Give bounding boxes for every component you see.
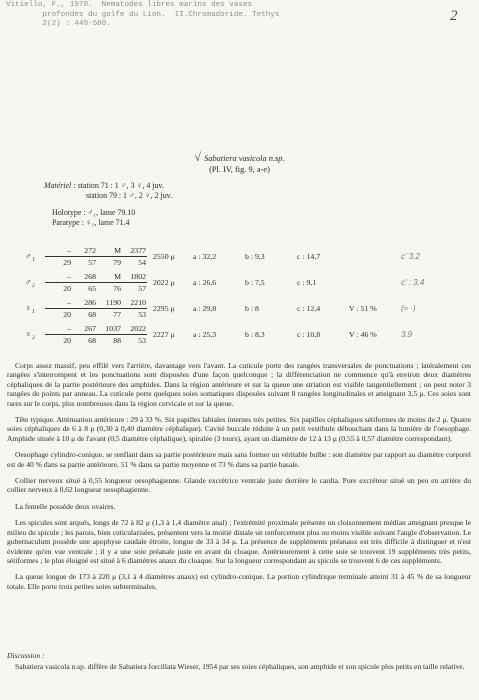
species-name: Sabatiera vasicola n.sp. xyxy=(204,154,285,163)
paragraph-spicules: Les spicules sont arqués, longs de 72 à 82 μ (1,3 à 1,4 diamètre anal) ; l'extrémité proximale présente un cloisonnement médian atteignant presque le milieu du spicule ; les parois, bien cuticularisées, présentent vers la moitié distale un renforcement plus ou moins visible suivant l'angle d'observation. Le gubernaculum possède une apophyse caudale étroite, longue de 33 à 34 μ. La présence de suppléments préanaux est très difficile à distinguer et n'est évidente qu'en vue ventrale ; il y a une soie préanale juste en avant du cloaque. Antérieurement à cette soie se trouvent 19 suppléments très petits, sétiformes ; le plus éloigné est situé à 6 diamètres anaux du cloaque. Sur la longueur correspondant au spicule se trouvent 6 de ces suppléments. xyxy=(7,518,471,565)
ratio-b: b : 8,3 xyxy=(245,329,265,339)
formula-bottom-value: 57 xyxy=(138,283,146,293)
discussion-label: Discussion : xyxy=(7,651,45,660)
formula-row xyxy=(22,243,427,269)
formula-top-value: M xyxy=(114,271,121,281)
formula-fraction xyxy=(45,246,147,267)
formula-top-value: 267 xyxy=(84,323,96,333)
handwritten-note: 3.9 xyxy=(401,329,413,339)
formula-bottom-value: 29 xyxy=(63,257,71,267)
formula-fraction xyxy=(45,324,147,345)
formula-top-value: 1802 xyxy=(130,271,146,281)
formula-bottom-value: 88 xyxy=(113,335,121,345)
formula-top-value: 272 xyxy=(84,245,96,255)
formula-fraction xyxy=(45,298,147,319)
ratio-a: a : 26,6 xyxy=(193,277,217,287)
specimen-symbol: ♂₂ xyxy=(25,277,35,287)
formula-top-value: – xyxy=(67,297,71,307)
vulva-position xyxy=(346,269,398,295)
species-title xyxy=(0,152,479,175)
formula-bottom-value: 65 xyxy=(88,283,96,293)
species-subtitle: (Pl. IV, fig. 9, a-e) xyxy=(209,165,270,174)
formula-bottom-value: 20 xyxy=(63,283,71,293)
formula-top-value: – xyxy=(67,245,71,255)
body-length: 2295 μ xyxy=(153,303,175,313)
formula-denominator xyxy=(45,309,147,319)
formula-denominator xyxy=(45,257,147,267)
ratio-b: b : 9,3 xyxy=(245,251,265,261)
ratio-a: a : 29,8 xyxy=(193,303,217,313)
formula-bottom-value: 20 xyxy=(63,335,71,345)
paragraph-body: Corps assez massif, peu effilé vers l'arrière, davantage vers l'avant. La cuticule porte des rangées transversales de ponctuations ; latéralement ces rangées s'interrompent et les ponctuations sont disposées d'une façon quelconque ; la différenciation ne commence qu'à environ deux diamètres céphaliques de la partie postérieure des amphides. Dans la région antérieure et sur la queue une striation est visible tangentiellement ; on peut noter 3 rangées de points par anneau. La cuticule porte quelques soies somatiques disposées suivant 8 rangées longitudinales et atteignant 3,5 μ. Ces soies sont rares sur le corps, plus nombreuses dans la région cervicale et sur la queue. xyxy=(7,361,471,408)
formula-top-value: – xyxy=(67,323,71,333)
formula-bottom-value: 57 xyxy=(88,257,96,267)
formula-row xyxy=(22,295,427,321)
ratio-b: b : 8 xyxy=(245,303,259,313)
body-length: 2227 μ xyxy=(153,329,175,339)
formula-row xyxy=(22,321,427,347)
ratio-c: c : 12,4 xyxy=(297,303,321,313)
page-number: 2 xyxy=(450,8,458,24)
specimen-symbol: ♂₁ xyxy=(25,251,35,261)
check-mark: √ xyxy=(194,150,201,164)
formula-top-value: 2377 xyxy=(130,245,146,255)
formula-top-value: 2210 xyxy=(130,297,146,307)
formula-bottom-value: 76 xyxy=(113,283,121,293)
vulva-position: V : 51 % xyxy=(349,303,377,313)
ratio-a: a : 32,2 xyxy=(193,251,217,261)
vulva-position xyxy=(346,243,398,269)
formula-numerator xyxy=(45,246,147,257)
types-block xyxy=(52,208,135,228)
specimen-symbol: ♀₁ xyxy=(25,303,35,313)
formula-top-value: 268 xyxy=(84,271,96,281)
ratio-c: c : 10,8 xyxy=(297,329,321,339)
discussion-block xyxy=(7,651,471,672)
ratio-c: c : 14,7 xyxy=(297,251,321,261)
material-line-2: station 79 : 1 ♂, 2 ♀, 2 juv. xyxy=(86,191,173,201)
formula-numerator xyxy=(45,324,147,335)
formula-bottom-value: 68 xyxy=(88,335,96,345)
handwritten-note: (≈ ·) xyxy=(401,303,416,313)
handwritten-note: c' 3.2 xyxy=(401,251,420,261)
formula-bottom-value: 68 xyxy=(88,309,96,319)
ratio-b: b : 7,5 xyxy=(245,277,265,287)
formula-bottom-value: 54 xyxy=(138,257,146,267)
formula-row xyxy=(22,269,427,295)
vulva-position: V : 46 % xyxy=(349,329,377,339)
formula-numerator xyxy=(45,272,147,283)
paragraph-head: Tête typique. Atténuation antérieure : 29 à 33 %. Six papilles labiales internes très petites. Six papilles céphaliques sétiformes de moins de 2 μ. Quatre soies céphaliques de 6 à 8 μ (0,30 à 0,40 diamètre céphalique). Cavité buccale réduite à un petit vestibule débouchant dans la lumière de l'oesophage. Amphide située à 10 μ de l'avant (0,5 diamètre céphalique), spiralée (3 tours), ayant un diamètre de 12 à 13 μ (0,55 à 0,57 diamètre correspondant). xyxy=(7,415,471,443)
formula-top-value: 2022 xyxy=(130,323,146,333)
ratio-c: c : 9,1 xyxy=(297,277,317,287)
paragraph-nerve-ring: Collier nerveux situé à 0,55 longueur oesophagienne. Glande excrétrice ventrale juste derrière le cardia. Pore excréteur situé un peu en arrière du collier nerveux à 0,62 longueur oesophagienne. xyxy=(7,476,471,495)
measurement-table xyxy=(22,243,427,347)
formula-bottom-value: 53 xyxy=(138,335,146,345)
paragraph-tail: La queue longue de 173 à 220 μ (3,1 à 4 diamètres anaux) est cylindro-conique. La portion cylindrique terminale atteint 31 à 45 % de sa longueur totale. Elle porte trois petites soies subterminales. xyxy=(7,572,471,591)
formula-bottom-value: 77 xyxy=(113,309,121,319)
holotype-line: Holotype : ♂₁, lame 79.10 xyxy=(52,208,136,217)
citation-line-3: 2(2) : 449-500. xyxy=(6,20,111,29)
material-line-1: station 71 : 1 ♂, 3 ♀, 4 juv. xyxy=(77,181,164,190)
paratype-line: Paratype : ♀₁, lame 71.4 xyxy=(52,218,130,227)
formula-top-value: – xyxy=(67,271,71,281)
material-label: Matériel : xyxy=(44,181,76,190)
formula-numerator xyxy=(45,298,147,309)
formula-denominator xyxy=(45,335,147,345)
specimen-symbol: ♀₂ xyxy=(25,329,35,339)
cobb-formula xyxy=(42,321,150,347)
formula-denominator xyxy=(45,283,147,293)
citation-line-2: profondes du golfe du Lion. II.Chromadoride. Tethys xyxy=(6,10,280,19)
cobb-formula xyxy=(42,243,150,269)
formula-top-value: M xyxy=(114,245,121,255)
formula-bottom-value: 79 xyxy=(113,257,121,267)
body-length: 2022 μ xyxy=(153,277,175,287)
paragraph-oesophagus: Oesophage cylindro-conique, se renflant dans sa partie postérieure mais sans former un véritable bulbe : son diamètre par rapport au diamètre corporel est de 40 % dans sa partie antérieure, 51 % dans sa partie moyenne et 73 % dans sa partie basale. xyxy=(7,450,471,469)
formula-bottom-value: 53 xyxy=(138,309,146,319)
formula-fraction xyxy=(45,272,147,293)
body-length: 2550 μ xyxy=(153,251,175,261)
discussion-text: Sabatiera vasicola n.sp. diffère de Sabatiera forcillata Wieser, 1954 par ses soies céphaliques, son amphide et son spicule plus petits en taille relative. xyxy=(15,662,465,672)
cobb-formula xyxy=(42,269,150,295)
ratio-a: a : 25,3 xyxy=(193,329,217,339)
formula-top-value: 286 xyxy=(84,297,96,307)
formula-top-value: 1037 xyxy=(105,323,121,333)
paragraph-female: La femelle possède deux ovaires. xyxy=(15,501,116,511)
citation-header xyxy=(6,1,406,30)
material-block xyxy=(44,181,172,201)
formula-top-value: 1190 xyxy=(105,297,121,307)
cobb-formula xyxy=(42,295,150,321)
formula-bottom-value: 20 xyxy=(63,309,71,319)
handwritten-note: c' : 3.4 xyxy=(401,277,425,287)
citation-line-1: Vitiello, F., 1970. Nematodes libres marins des vases xyxy=(6,1,253,9)
description-text xyxy=(7,361,471,598)
